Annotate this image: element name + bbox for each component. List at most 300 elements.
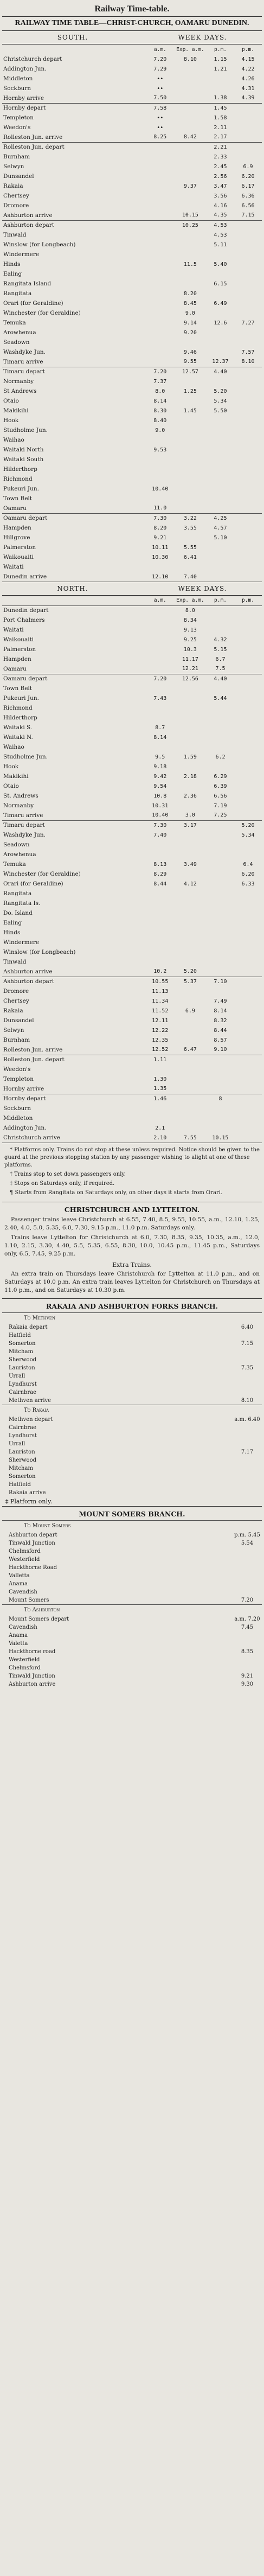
- time-cell: 9.21: [153, 534, 167, 541]
- time-cell: 6.15: [214, 280, 227, 287]
- table-row: [2, 347, 262, 357]
- time-cell: [207, 84, 234, 93]
- time-cell: [234, 645, 262, 654]
- time-cell: [207, 850, 234, 859]
- time-cell: 6.39: [214, 783, 227, 789]
- time-cell: [234, 1389, 261, 1395]
- list-item: [2, 1397, 262, 1405]
- time-cell: [146, 1104, 174, 1113]
- list-item: [2, 1531, 262, 1539]
- time-cell: [207, 377, 234, 386]
- station-name: Burnham: [3, 1037, 30, 1043]
- station-name: Cavendish: [9, 1589, 37, 1595]
- time-cell: 4.35: [214, 212, 227, 219]
- time-cell: 8.0: [155, 388, 165, 394]
- table-row: [2, 484, 262, 494]
- table-row: [2, 171, 262, 181]
- time-cell: [234, 1133, 262, 1143]
- station-name: Selwyn: [3, 1027, 24, 1034]
- time-cell: [207, 898, 234, 908]
- time-cell: [234, 781, 262, 791]
- table-row: [2, 84, 262, 93]
- time-cell: [174, 337, 207, 347]
- time-cell: [234, 494, 262, 503]
- time-cell: [146, 464, 174, 474]
- time-cell: 8: [207, 1094, 234, 1104]
- time-cell: [234, 625, 262, 635]
- time-cell: 7.58: [146, 103, 174, 113]
- time-cell: [207, 967, 234, 977]
- time-cell: [207, 938, 234, 947]
- table-row: [2, 1025, 262, 1035]
- time-cell: [207, 455, 234, 464]
- time-cell: 6.56: [214, 793, 227, 799]
- table-row: [2, 562, 262, 572]
- time-cell: 10.15: [182, 212, 198, 219]
- station-name: Hatfield: [9, 1482, 31, 1488]
- station-name: Methven depart: [9, 1417, 53, 1423]
- south-timetable: [2, 44, 262, 582]
- station-name: Hatfield: [9, 1332, 31, 1338]
- time-cell: [234, 947, 262, 957]
- station-name: Hornby arrive: [3, 1085, 44, 1092]
- time-cell: [234, 654, 262, 664]
- south-col-1: a.m.: [153, 46, 166, 53]
- time-cell: [146, 318, 174, 328]
- time-cell: [146, 298, 174, 308]
- lyttelton-para-1: Passenger trains leave Christchurch at 6.55, 7.40, 8.5, 9.55, 10.55, a.m., 12.10, 1.25, 2.40, 4.0, 5.0, 5.35, 6.0, 7.30, 9.15 p.m., 11.0 p.m. Saturdays only.: [4, 1216, 260, 1231]
- time-cell: 5.44: [214, 695, 227, 702]
- station-name: Hornby depart: [2, 103, 146, 113]
- time-cell: [234, 1433, 261, 1439]
- time-cell: [174, 908, 207, 918]
- station-name: Lyndhurst: [9, 1381, 37, 1387]
- time-cell: [146, 240, 174, 250]
- time-cell: 8.25: [153, 134, 167, 141]
- time-cell: [146, 152, 174, 162]
- table-row: [2, 645, 262, 654]
- list-item: [2, 1380, 262, 1388]
- time-cell: [207, 605, 234, 615]
- table-row: [2, 996, 262, 1006]
- list-item: [2, 1555, 262, 1564]
- time-cell: [174, 64, 207, 74]
- to-mount-somers-label: To Mount Somers: [2, 1520, 262, 1531]
- station-name: Rangitata: [3, 890, 32, 897]
- table-row: [2, 211, 262, 220]
- table-row: [2, 732, 262, 742]
- north-col-1: a.m.: [153, 597, 166, 604]
- station-name: Timaru arrive: [3, 812, 43, 819]
- table-row: [2, 811, 262, 820]
- time-cell: 10.8: [153, 793, 167, 799]
- time-cell: 1.21: [214, 66, 227, 72]
- north-col-3: p.m.: [214, 597, 227, 604]
- time-cell: 5.20: [214, 388, 227, 394]
- time-cell: [174, 240, 207, 250]
- time-cell: 6.29: [214, 773, 227, 780]
- time-cell: [234, 425, 262, 435]
- time-cell: [174, 435, 207, 445]
- time-cell: [234, 513, 262, 523]
- time-cell: [234, 1425, 261, 1431]
- time-cell: [146, 308, 174, 318]
- time-cell: [174, 1025, 207, 1035]
- time-cell: [207, 552, 234, 562]
- time-cell: [234, 1490, 261, 1496]
- time-cell: [174, 445, 207, 455]
- timetable-notes: [2, 1143, 262, 1202]
- station-name: Christchurch depart: [3, 56, 62, 62]
- time-cell: [174, 396, 207, 406]
- station-name: Rolleston Jun. arrive: [3, 133, 63, 141]
- time-cell: 7.19: [214, 802, 227, 809]
- table-row: [2, 259, 262, 269]
- station-name: Lauriston: [9, 1365, 35, 1371]
- table-row: [2, 859, 262, 869]
- table-row: [2, 762, 262, 771]
- table-row: [2, 605, 262, 615]
- station-name: Middleton: [3, 1115, 33, 1121]
- station-name: Rakaia arrive: [9, 1490, 46, 1496]
- list-item: [2, 1364, 262, 1372]
- time-cell: [174, 1074, 207, 1084]
- time-cell: [234, 1573, 261, 1579]
- time-cell: [146, 347, 174, 357]
- time-cell: [146, 664, 174, 674]
- station-name: Winchester (for Geraldine): [3, 310, 81, 316]
- time-cell: [146, 840, 174, 850]
- time-cell: [174, 713, 207, 723]
- time-cell: [234, 1094, 262, 1104]
- station-name: Dunedin depart: [2, 605, 146, 615]
- table-row: [2, 425, 262, 435]
- table-row: [2, 918, 262, 928]
- table-row: [2, 503, 262, 513]
- time-cell: [234, 967, 262, 977]
- table-row: [2, 1006, 262, 1016]
- list-item: [2, 1432, 262, 1440]
- time-cell: 4.53: [214, 232, 227, 238]
- time-cell: 9.46: [183, 349, 197, 355]
- time-cell: 8.14: [214, 1008, 227, 1014]
- station-name: Hampden: [3, 525, 31, 531]
- time-cell: [234, 406, 262, 416]
- station-name: Rolleston Jun. arrive: [3, 1046, 63, 1053]
- time-cell: 10.3: [183, 646, 197, 653]
- table-row: [2, 947, 262, 957]
- table-row: [2, 742, 262, 752]
- station-name: Christchurch arrive: [3, 1134, 60, 1141]
- time-cell: [207, 986, 234, 996]
- time-cell: 7.45: [241, 1624, 254, 1630]
- time-cell: [207, 337, 234, 347]
- time-cell: [146, 455, 174, 464]
- time-cell: [146, 220, 174, 230]
- station-name: Selwyn: [3, 163, 24, 170]
- note-set-down: † Trains stop to set down passengers only.: [10, 1171, 126, 1177]
- time-cell: [234, 605, 262, 615]
- table-row: [2, 752, 262, 762]
- table-row: [2, 123, 262, 132]
- station-name: Winslow (for Longbeach): [3, 949, 76, 955]
- time-cell: [207, 684, 234, 693]
- time-cell: [174, 1113, 207, 1123]
- time-cell: 8.14: [153, 734, 167, 741]
- time-cell: [174, 703, 207, 713]
- time-cell: 8.10: [241, 1398, 254, 1404]
- list-item: [2, 1388, 262, 1397]
- station-name: Timaru arrive: [3, 358, 43, 365]
- time-cell: 10.30: [152, 554, 169, 560]
- station-name: Cairnbrae: [9, 1425, 37, 1431]
- time-cell: [234, 396, 262, 406]
- time-cell: 12.37: [212, 359, 229, 365]
- station-name: Windermere: [3, 939, 40, 946]
- time-cell: [174, 684, 207, 693]
- time-cell: 5.20: [234, 820, 262, 830]
- time-cell: [146, 918, 174, 928]
- time-cell: 3.47: [214, 183, 227, 189]
- station-name: Winchester (for Geraldine): [3, 871, 81, 877]
- station-name: Lyndhurst: [9, 1433, 37, 1439]
- station-name: Rangitata Island: [3, 280, 51, 287]
- time-cell: [234, 572, 262, 582]
- time-cell: [234, 240, 262, 250]
- time-cell: 4.12: [183, 881, 197, 887]
- time-cell: [207, 713, 234, 723]
- list-item: [2, 1323, 262, 1331]
- station-name: Palmerston: [3, 646, 36, 653]
- station-name: Dunsandel: [3, 173, 34, 180]
- time-cell: 2.18: [183, 773, 197, 780]
- time-cell: [234, 552, 262, 562]
- station-name: St Andrews: [3, 388, 37, 394]
- time-cell: [174, 191, 207, 201]
- time-cell: [234, 1045, 262, 1055]
- time-cell: [234, 996, 262, 1006]
- table-row: [2, 269, 262, 279]
- time-cell: 1.15: [214, 56, 227, 62]
- time-cell: 12.35: [152, 1037, 169, 1043]
- station-name: Hampden: [3, 656, 31, 662]
- time-cell: [207, 703, 234, 713]
- time-cell: [174, 1035, 207, 1045]
- time-cell: [146, 435, 174, 445]
- station-name: Waitaki S.: [3, 724, 33, 731]
- time-cell: [207, 435, 234, 445]
- station-name: Templeton: [3, 114, 34, 121]
- time-cell: [146, 850, 174, 859]
- time-cell: [174, 830, 207, 840]
- station-name: Hilderthorp: [3, 715, 37, 721]
- list-item: [2, 1672, 262, 1680]
- time-cell: [234, 615, 262, 625]
- table-row: [2, 1084, 262, 1094]
- station-name: Ealing: [3, 271, 22, 277]
- time-cell: [207, 625, 234, 635]
- station-name: Weedon's: [3, 124, 31, 131]
- time-cell: [146, 957, 174, 967]
- time-cell: [174, 1084, 207, 1094]
- time-cell: [174, 1104, 207, 1113]
- time-cell: [146, 947, 174, 957]
- time-cell: [234, 1016, 262, 1025]
- table-row: [2, 298, 262, 308]
- station-name: Chertsey: [3, 193, 29, 199]
- to-rakaia-list: [2, 1415, 262, 1497]
- station-name: Timaru depart: [2, 820, 146, 830]
- list-item: [2, 1631, 262, 1640]
- time-cell: [174, 84, 207, 93]
- north-col-4: p.m.: [242, 597, 254, 604]
- table-row: [2, 1094, 262, 1104]
- time-cell: [207, 820, 234, 830]
- time-cell: 7.25: [214, 812, 227, 819]
- time-cell: [207, 1084, 234, 1094]
- note-saturdays: ‡ Stops on Saturdays only, if required.: [10, 1181, 115, 1187]
- time-cell: [174, 898, 207, 908]
- list-item: [2, 1331, 262, 1340]
- time-cell: 5.20: [183, 968, 197, 975]
- station-name: Rangitata: [3, 290, 32, 297]
- time-cell: 10.15: [212, 1134, 229, 1141]
- south-week-days-label: WEEK DAYS.: [178, 34, 227, 41]
- time-cell: 8.13: [153, 861, 167, 868]
- time-cell: 6.33: [241, 881, 255, 887]
- station-name: Makikihi: [3, 773, 29, 780]
- table-row: [2, 328, 262, 337]
- time-cell: [174, 113, 207, 123]
- time-cell: [146, 938, 174, 947]
- station-name: Windermere: [3, 251, 40, 258]
- time-cell: 9.13: [183, 627, 197, 633]
- station-name: Ashburton depart: [2, 220, 146, 230]
- north-timetable-body: [2, 596, 262, 1143]
- time-cell: [207, 347, 234, 357]
- time-cell: [146, 191, 174, 201]
- time-cell: [234, 1074, 262, 1084]
- time-cell: [207, 918, 234, 928]
- table-row: [2, 54, 262, 64]
- time-cell: p.m. 5.45: [234, 1532, 260, 1538]
- station-name: Hillgrove: [3, 534, 30, 541]
- time-cell: 7.30: [146, 513, 174, 523]
- station-name: Ashburton arrive: [3, 212, 53, 219]
- time-cell: [174, 230, 207, 240]
- time-cell: [174, 762, 207, 771]
- time-cell: 1.35: [153, 1086, 167, 1092]
- station-name: Waikouaiti: [3, 636, 34, 643]
- time-cell: 7.40: [153, 832, 167, 838]
- time-cell: [146, 684, 174, 693]
- time-cell: 5.54: [241, 1540, 254, 1546]
- time-cell: 12.56: [174, 674, 207, 684]
- table-row: [2, 625, 262, 635]
- table-row: [2, 386, 262, 396]
- station-name: Hornby depart: [2, 1094, 146, 1104]
- table-row: [2, 1045, 262, 1055]
- time-cell: [234, 1633, 261, 1638]
- table-row: [2, 703, 262, 713]
- table-row: [2, 543, 262, 552]
- time-cell: a.m. 7.20: [234, 1616, 260, 1622]
- time-cell: [234, 1064, 262, 1074]
- time-cell: 2.21: [207, 142, 234, 152]
- time-cell: [146, 250, 174, 259]
- table-row: [2, 533, 262, 543]
- table-row: [2, 289, 262, 298]
- time-cell: [234, 938, 262, 947]
- time-cell: 8.0: [174, 605, 207, 615]
- table-row: [2, 820, 262, 830]
- station-name: Town Belt: [3, 685, 33, 692]
- time-cell: 6.20: [241, 871, 255, 877]
- time-cell: [174, 93, 207, 103]
- time-cell: 6.41: [183, 554, 197, 560]
- time-cell: [174, 947, 207, 957]
- to-methven-label: To Methven: [2, 1312, 262, 1323]
- time-cell: 4.16: [214, 202, 227, 209]
- time-cell: [234, 742, 262, 752]
- time-cell: 1.45: [207, 103, 234, 113]
- time-cell: [174, 484, 207, 494]
- time-cell: [207, 474, 234, 484]
- time-cell: [146, 1064, 174, 1074]
- time-cell: [174, 986, 207, 996]
- station-name: Valetta: [9, 1641, 28, 1647]
- time-cell: 7.50: [153, 95, 167, 101]
- station-name: Waitati: [3, 627, 24, 633]
- time-cell: 9.14: [183, 320, 197, 326]
- time-cell: 5.15: [214, 646, 227, 653]
- table-row: [2, 523, 262, 533]
- time-cell: 10.40: [152, 486, 169, 492]
- lyttelton-para-2: Trains leave Lyttelton for Christchurch at 6.0, 7.30, 8.35, 9.35, 10.35, a.m., 12.0, 1.10, 2.15, 3.30, 4.40, 5.5, 5.35, 6.55, 8.30, 10.0, 10.45 p.m., 11.45 p.m., Saturdays only, 6.5, 7.45, 9.25 p.m.: [4, 1234, 260, 1257]
- time-cell: 1.45: [183, 407, 197, 414]
- station-name: Studholme Jun.: [3, 427, 48, 433]
- table-row: [2, 445, 262, 455]
- station-name: Somerton: [9, 1341, 36, 1347]
- station-name: Mitcham: [9, 1465, 33, 1471]
- time-cell: [207, 830, 234, 840]
- time-cell: [234, 132, 262, 142]
- time-cell: [146, 279, 174, 289]
- time-cell: [207, 328, 234, 337]
- table-row: [2, 889, 262, 898]
- time-cell: [234, 674, 262, 684]
- to-mount-somers-list: [2, 1531, 262, 1604]
- time-cell: [234, 703, 262, 713]
- time-cell: 8.45: [183, 300, 197, 307]
- time-cell: [207, 74, 234, 84]
- time-cell: 6.56: [241, 202, 255, 209]
- time-cell: [234, 152, 262, 162]
- time-cell: 9.55: [183, 359, 197, 365]
- time-cell: [174, 562, 207, 572]
- station-name: Oamaru: [3, 665, 27, 672]
- time-cell: [174, 142, 207, 152]
- time-cell: 9.0: [185, 310, 195, 316]
- to-ashburton-label: To Ashburton: [2, 1604, 262, 1615]
- time-cell: [234, 1113, 262, 1123]
- table-row: [2, 337, 262, 347]
- time-cell: [234, 289, 262, 298]
- station-name: Waihao: [3, 437, 24, 443]
- time-cell: 11.17: [182, 656, 198, 662]
- time-cell: ••: [157, 114, 164, 121]
- time-cell: [174, 123, 207, 132]
